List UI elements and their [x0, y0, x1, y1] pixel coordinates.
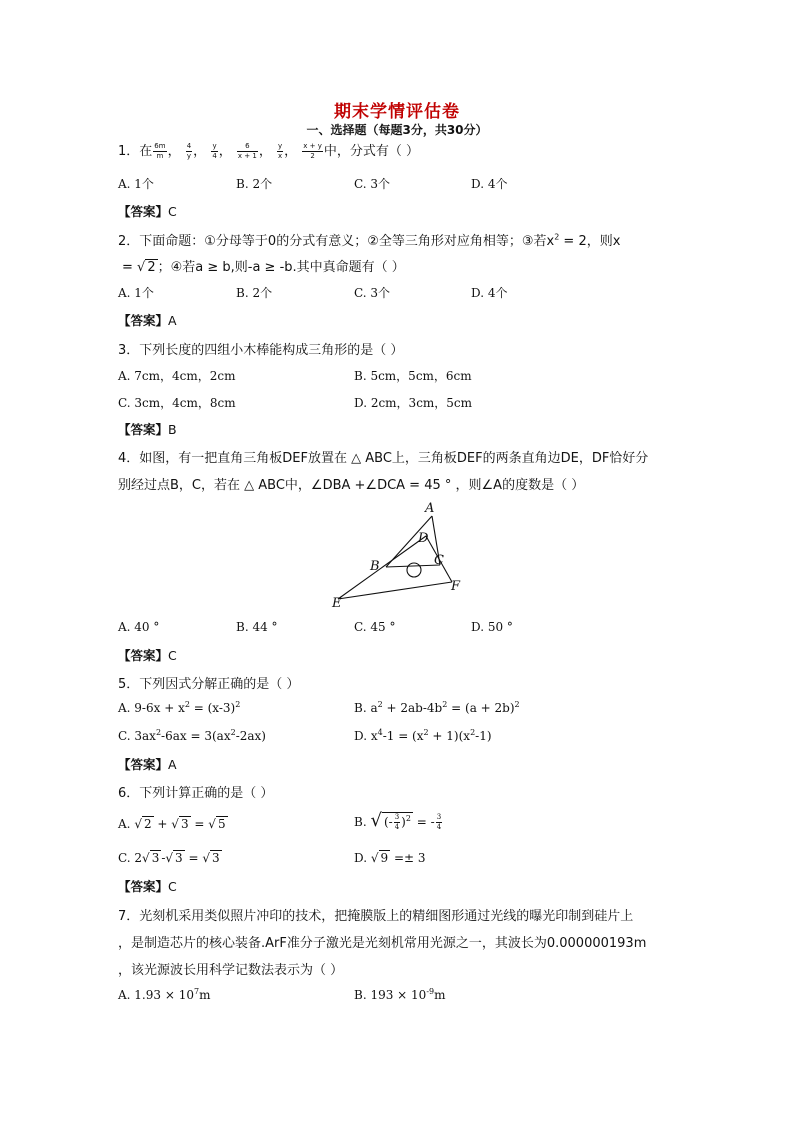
section-heading: 一、选择题（每题3分，共30分）	[306, 123, 488, 137]
question-1-stem: 1．在 $\frac{6m}{m}$ ， $\frac{4}{y}$ ， $\frac{y}{4}$ ， $\frac{6}{x + 1}$ ， $\frac{y}{x}$ ， $\frac{x + y}{2}$ 中，分式有（ ）	[118, 142, 420, 160]
q6-option-d: D. √ 9 =± 3	[354, 851, 426, 865]
q1-option-c: C. 3个	[354, 177, 391, 191]
q3-option-b: B. 5cm，5cm，6cm	[354, 369, 472, 383]
q2-option-d: D. 4个	[471, 286, 508, 300]
q3-option-d: D. 2cm，3cm，5cm	[354, 396, 473, 410]
q6-option-c: C. 2√ 3 -√ 3 = √ 3	[118, 851, 220, 865]
q4-option-c: C. 45 °	[354, 620, 396, 634]
question-2-line-2: = √ 2 ；④若a ≥ b,则-a ≥ -b.其中真命题有（ ）	[122, 260, 405, 275]
q5-answer: 【答案】A	[118, 757, 177, 772]
question-4-line-1: 4．如图，有一把直角三角板DEF放置在 △ ABC上，三角板DEF的两条直角边DE，DF恰好分	[118, 451, 649, 466]
q6-option-b: B. √ (- $\frac{3}{4}$ )$^2$ = - $\frac{3}{4}$	[354, 810, 442, 831]
label-f: F	[451, 579, 461, 594]
question-7-line-2: ，是制造芯片的核心装备.ArF准分子激光是光刻机常用光源之一，其波长为0.000000193m	[118, 936, 647, 951]
fraction: $\frac{6m}{m}$	[154, 142, 166, 160]
q1-option-d: D. 4个	[471, 177, 508, 191]
exam-title: 期末学情评估卷	[334, 102, 460, 122]
question-6-stem: 6．下列计算正确的是（ ）	[118, 786, 274, 801]
q6-answer: 【答案】C	[118, 879, 177, 894]
q4-option-b: B. 44 °	[236, 620, 278, 634]
segment-bc	[386, 565, 440, 567]
question-5-stem: 5．下列因式分解正确的是（ ）	[118, 677, 300, 692]
q2-answer: 【答案】A	[118, 313, 177, 328]
fraction: $\frac{6}{x + 1}$	[237, 142, 257, 160]
q1-option-b: B. 2个	[236, 177, 273, 191]
fraction: $\frac{y}{x}$	[277, 142, 283, 160]
q5-option-d: D. $x^4-1 = (x^2 + 1)(x^2-1)$	[354, 728, 492, 743]
q1-option-a: A. 1个	[118, 177, 154, 191]
q4-answer: 【答案】C	[118, 648, 177, 663]
label-d: D	[418, 531, 429, 546]
q4-option-a: A. 40 °	[118, 620, 160, 634]
label-b: B	[370, 559, 380, 574]
q2-option-b: B. 2个	[236, 286, 273, 300]
question-7-line-1: 7．光刻机采用类似照片冲印的技术，把掩膜版上的精细图形通过光线的曝光印制到硅片上	[118, 909, 634, 924]
segment-ef	[338, 582, 452, 599]
sqrt: √ 2	[137, 260, 156, 275]
q5-option-b: B. $a^2 + 2ab-4b^2 = (a + 2b)^2$	[354, 700, 520, 715]
q3-option-c: C. 3cm，4cm，8cm	[118, 396, 236, 410]
q1-answer: 【答案】C	[118, 204, 177, 219]
question-2-line-1: 2．下面命题：①分母等于0的分式有意义；②全等三角形对应角相等；③若$x^2 = 2$，则x	[118, 232, 621, 249]
triangle-figure	[320, 498, 480, 610]
q4-option-d: D. 50 °	[471, 620, 513, 634]
fraction: $\frac{y}{4}$	[212, 142, 217, 160]
q6-option-a: A. √ 2 + √ 3 = √ 5	[118, 817, 226, 831]
q5-option-c: C. $3ax^2-6ax = 3(ax^2-2ax)$	[118, 728, 266, 743]
label-a: A	[425, 501, 435, 516]
question-7-line-3: ，该光源波长用科学记数法表示为（ ）	[118, 963, 344, 978]
label-c: C	[434, 553, 444, 568]
right-angle-marker	[407, 563, 421, 577]
q7-option-a: A. $1.93 \times 10^7m$	[118, 987, 211, 1002]
fraction: $\frac{4}{y}$	[186, 142, 192, 160]
q2-option-a: A. 1个	[118, 286, 154, 300]
q5-option-a: A. $9-6x + x^2 = (x-3)^2$	[118, 700, 241, 715]
q3-answer: 【答案】B	[118, 422, 177, 437]
question-4-line-2: 别经过点B，C，若在 △ ABC中，∠DBA +∠DCA = 45 ° ，则∠A的度数是（ ）	[118, 478, 585, 493]
q3-option-a: A. 7cm，4cm，2cm	[118, 369, 236, 383]
q7-option-b: B. $193 \times 10^{-9}m$	[354, 987, 446, 1002]
q2-option-c: C. 3个	[354, 286, 391, 300]
segment-de	[338, 536, 426, 599]
question-3-stem: 3．下列长度的四组小木棒能构成三角形的是（ ）	[118, 343, 404, 358]
fraction: $\frac{x + y}{2}$	[303, 142, 322, 160]
label-e: E	[332, 596, 342, 610]
